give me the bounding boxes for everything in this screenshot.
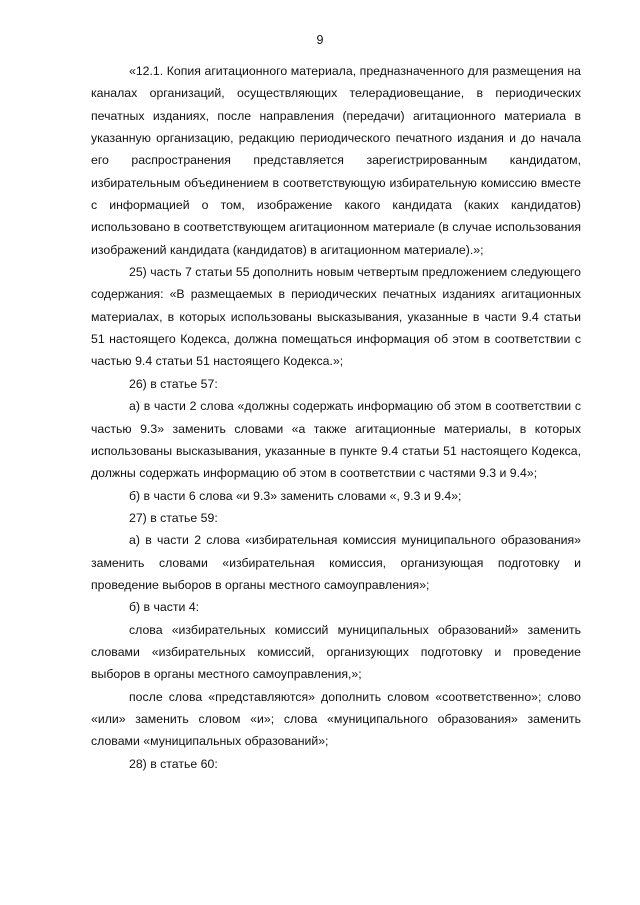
paragraph-item-27-b-after: после слова «представляются» дополнить словом «соответственно»; слово «или» заменить словом «и»; слова «муниципального образования» заменить словами «муниципальных образований»; — [91, 689, 581, 749]
paragraph-item-26-b: б) в части 6 слова «и 9.3» заменить словами «, 9.3 и 9.4»; — [129, 488, 462, 503]
paragraph-item-26: 26) в статье 57: — [129, 376, 218, 391]
paragraph-item-28: 28) в статье 60: — [129, 756, 218, 771]
paragraph-item-27-a: а) в части 2 слова «избирательная комиссия муниципального образования» заменить словами «избирательная комиссия, организующая подготовку и проведение выборов в органы местного самоуправления»; — [91, 533, 581, 592]
document-body — [91, 60, 581, 775]
paragraph-item-26-a: а) в части 2 слова «должны содержать информацию об этом в соответствии с частью 9.3» заменить словами «а также агитационные материалы, в которых использованы высказывания, указанные в пункте 9.4 статьи 51 настоящего Кодекса, должны содержать информацию об этом в соответствии с частями 9.3 и 9.4»; — [91, 399, 581, 481]
paragraph-item-27-b: б) в части 4: — [129, 600, 200, 615]
paragraph-item-25: 25) часть 7 статьи 55 дополнить новым четвертым предложением следующего содержания: «В размещаемых в периодических печатных изданиях агитационных материалах, в которых использованы высказывания, указанные в части 9.4 статьи 51 настоящего Кодекса, должна помещаться информация об этом в соответствии с частью 9.4 статьи 51 настоящего Кодекса.»; — [91, 265, 581, 369]
page-number: 9 — [316, 33, 324, 47]
paragraph-item-27-b-words: слова «избирательных комиссий муниципальных образований» заменить словами «избирательных комиссий, организующих подготовку и проведение выборов в органы местного самоуправления,»; — [91, 622, 581, 682]
paragraph-item-27: 27) в статье 59: — [129, 510, 218, 525]
paragraph-12-1: «12.1. Копия агитационного материала, предназначенного для размещения на каналах организаций, осуществляющих телерадиовещание, в периодических печатных изданиях, после направления (передачи) агитационного материала в указанную организацию, редакцию периодического печатного издания и до начала его распространения представляется зарегистрированным кандидатом, избирательным объединением в соответствующую избирательную комиссию вместе с информацией о том, изображение какого кандидата (каких кандидатов) использовано в соответствующем агитационном материале (в случае использования изображений кандидата (кандидатов) в агитационном материале).»; — [91, 64, 581, 257]
